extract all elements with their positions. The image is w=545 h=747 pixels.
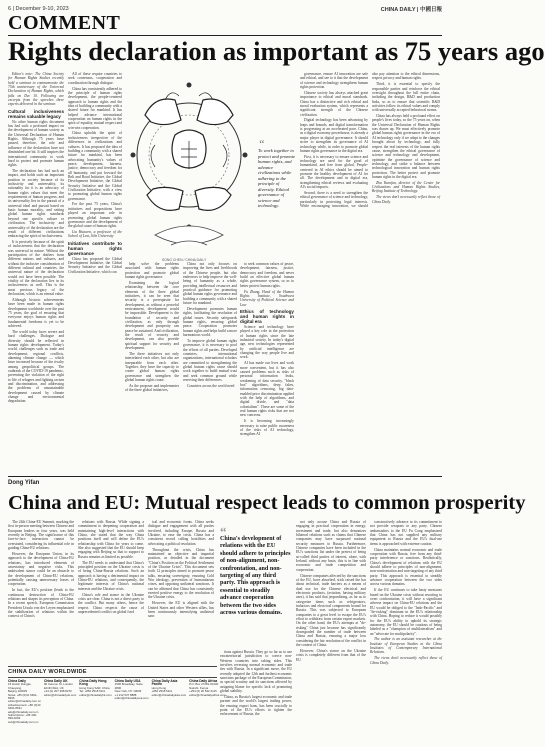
office-name: China Daily Hong Kong xyxy=(79,679,107,687)
office-line: +1 212 537 8888 xyxy=(114,692,137,697)
paragraph: AI has made our lives and work more convenient, but it has also caused problems such as risks of personal information leaks, weakening of data security, "black box" algorithms, deep fakes, information censoring, big data-enabled price discrimination applied with the help of algorithms, and digital divide, and "data colonialism". These are some of the real human rights risks that are not new concerns. xyxy=(240,361,294,418)
paragraph: However, the European Union, in its approach to the development of China-EU relations, has introduced elements of uncertainty and negative risks. This ambivalent stance could be an obstacle to the development of China-EU relations, potentially causing unnecessary losses of cooperation. xyxy=(8,551,74,587)
office-line: Hong Kong xyxy=(151,685,167,690)
office-line: editor@chinadailyafrica.com xyxy=(189,692,226,697)
office-name: China Daily Asia Pacific xyxy=(151,679,178,687)
office-line: P.O. Box 27281-00100 xyxy=(189,682,219,687)
subheading: Cultural inclusiveness remains valuable legacy xyxy=(8,108,64,119)
article1-column-5 xyxy=(300,72,440,472)
article1-column-1 xyxy=(8,72,64,472)
office-line: +44 (0) 207 398 8270 xyxy=(43,689,72,694)
paragraph: The 24th China-EU Summit, marking the first in-person meeting between Chinese and European leaders in four years, was held recently in Beijing. The significance of this face-to-face interaction cannot be overstated, considering its influential role in guiding China-EU relations. xyxy=(8,520,74,551)
quote-mark-icon: “ xyxy=(220,524,227,539)
office-line: Subscription: +86 400-699-0203 xyxy=(8,713,38,721)
article1-column-4 xyxy=(183,262,237,472)
office-entry xyxy=(44,680,76,724)
author-note: The author is an assistant researcher at the Institute of European Studies at the China Institutes of Contemporary International Relations. xyxy=(370,637,442,655)
article1-column-2 xyxy=(68,72,122,472)
article2-column-5 xyxy=(296,520,366,742)
pull-quote-right xyxy=(258,137,296,255)
office-name: China Daily USA xyxy=(114,679,141,683)
worldwide-title: CHINA DAILY WORLDWIDE xyxy=(8,667,217,678)
paragraph: China has proposed the Global Development Initiative, the Global Security Initiative and the Global Civilization Initiative, which can xyxy=(68,256,122,274)
paragraph: Chinese society has always attached great importance to ethical and moral standards. China has a distinctive and rich ethical and moral evaluation system, which represents a significant strength of the Chinese civilization. xyxy=(300,90,368,117)
paragraph: No other human rights document has had such a profound impact on the development of human society as the Universal Declaration of Human Rights. Although 75 years have passed, therefore, the role and influence of the declaration have not diminished one bit. It still inspires the international community to work hard to protect and promote human rights. xyxy=(8,119,64,168)
office-entry xyxy=(152,680,187,724)
paragraph: Third, it is essential to specify the responsible parties and reinforce the ethical oversight throughout the full entire chain, including the design, R&D and production links, so as to ensure that scientific R&D activities follow its ethical values and comply with universally accepted behavioral norms. xyxy=(372,82,440,113)
paragraph: As the proposer and implementer of the three global initiatives, xyxy=(125,383,179,393)
office-line: 90 Cannon St, London EC4N 6HA, UK xyxy=(43,682,73,690)
paragraph: Countries across the world need xyxy=(187,383,235,388)
paragraph: Development promotes human rights, facilitating the resolution of global issues. Security safeguards human rights, ensuring global peace. Cooperation promotes human rights and helps build a more harmonious world. xyxy=(183,306,237,337)
article2-pull-quote xyxy=(220,524,292,617)
paragraph: Second, there is a need to strengthen the ethical governance of science and technology, particularly in protecting legal interests. While encouraging innovation, we should also pay attention to the ethical dimensions, respect privacy and human rights. xyxy=(300,72,440,208)
paragraph: Science and technology have played a key role in the protection of human rights since the late industrial society. In today's digital age, new technologies represented by artificial intelligence are changing the way people live and work. xyxy=(240,324,294,360)
paragraph: Examining the logical relationship between the core elements of the three global initiatives, it can be seen that security is a prerequisite for development, as without a peaceful environment, development would be impossible. Development is the foundation of security and civilization, as only through development and prosperity can peace be sustained. And civilization, the result of security and development, can also provide spiritual support for security and development. xyxy=(125,280,179,351)
office-line: Beijing 100029 xyxy=(8,689,28,694)
office-entry xyxy=(8,680,41,724)
article2-pull-quote-text: China's development of relations with the EU should adhere to principles of non-alignment, non-confrontation, and non-targeting of any third party. This approach is essential to steadily advance cooperation between the two sides across various domains. xyxy=(220,536,291,617)
office-line: +254 (0) 20 522 2115 xyxy=(189,689,217,694)
quote-mark-icon: “ xyxy=(258,137,265,151)
paragraph: If the EU continues to take hasty measures based on the Ukraine crisis without resorting to overt confrontation, it will have a significant adverse impact on China-EU relations and the EU would be obliged to the "Indo-Pacific" and "de-risking" dominant in the EU's relationship with China. Hoping to reduce it would possibly for the EU's ability to uphold its strategic autonomy, the EU should be cautious of being labeled as a "champion of multilateralism" and an "advocate for multipolarity". xyxy=(370,588,442,636)
paragraph: China upholds the spirit of inclusiveness irrespective of the differences in civilizations and cultures. It has proposed the idea of building a community with a shared future for mankind, has been advocating humanity's values of peace, development, fairness, justice, democracy and freedom for all humanity, and put forward the Belt and Road Initiative, the Global Development Initiative, the Global Security Initiative and the Global Civilization Initiative, with a view to promoting global human rights governance. xyxy=(68,131,122,201)
paragraph: Although historic achievements have been made in human rights development worldwide over the past 75 years, the goal of ensuring that everyone enjoys human rights and fundamental freedoms is yet to be achieved. xyxy=(8,298,64,329)
office-line: New York, NY 10036 xyxy=(114,689,142,694)
paragraph: to seek common values of peace, development, fairness, justice, democracy and freedom, and never build an effective global human rights governance system, so as to better protect human rights. xyxy=(240,262,294,288)
disclaimer: The views don't necessarily reflect those of China Daily. xyxy=(372,195,440,204)
paragraph: constructively advance to its commitment to not provide weapons to any party. Chinese ambassadors to the EU Fu Cong emphasized that China has not supplied any military equipment to Russia and the EU's dual-use items is approached with extreme caution. xyxy=(370,520,442,546)
paragraph: First, it is necessary to ensure science and technology are used for the good of humankind, and free from global, People-centered in AI ethics should be aimed to promote the healthy development of AI for all. The development and in digital era, strengthening ethical reviews and evaluating AI's social impacts. xyxy=(300,154,368,190)
paragraph: governance, ensure AI innovation are safe and ethical, and see to it that the development of science and technology strengthens human rights protection. xyxy=(300,72,368,90)
subheading: Ethics of technology and human rights in digital era xyxy=(240,308,294,324)
paragraph: help solve the problems associated with human rights protection and promote global human rights governance. xyxy=(125,262,179,280)
paragraph: However, China's stance on the Ukraine crisis is completely different from that of the EU xyxy=(296,648,366,662)
office-line: Tel: +852 2518 5111 xyxy=(79,689,106,694)
editors-note: Editor's note: The China Society for Human Rights Studies recently held a seminar to commemorate the 75th anniversary of the Universal Declaration of Human Rights, which falls on Dec 10. Following are excerpts from the speeches three experts delivered in the seminar. xyxy=(8,72,64,107)
office-line: 15 Huixin Dongjie, Chaoyang xyxy=(8,682,32,690)
author-note: Liu Huawen, a professor of the School of Law, Jilin University xyxy=(68,230,122,239)
article2-column-6 xyxy=(370,520,442,742)
paragraph: China, as Russia's largest economic and trade partner and the world's largest trading power, the ensuing export bans, has been crucially to point of the EU's efforts to tighten the enforcement of Russia, the xyxy=(220,694,292,717)
office-name: China Daily xyxy=(8,679,26,683)
section-title: COMMENT xyxy=(8,12,121,34)
paragraph: The EU needs to understand that China's principled position on the Ukraine crisis is of being China-Russia relations. Such an approach is having a detrimental impact on China-EU relations, and consequently, the legitimate interests of China's national interests and the Ukraine crisis. xyxy=(78,560,144,591)
paragraph: tions against Russia. They go so far as to use extraterritorial jurisdiction to coerce non-Western countries into taking sides. This involves reversing normal economic and trade ties with Russia. In a significant move, the EU recently adopted the 12th and furthest economic sanctions package of the European Commission, as special scrutiny and its sanctions affected by assigning blame for specific lack of promoting global stability. xyxy=(220,650,292,694)
paragraph: China not only focuses on improving the lives and livelihoods of the Chinese people, but also endeavors to help improve the well-being of humanity as a whole, providing intellectual resources and practical guidance for promoting global human rights governance and building a community with a shared future for mankind. xyxy=(183,262,237,306)
paragraph: In fact, the EU's position (leads to the continuous destruction of China-EU relations and shapes its perception of China. In a recent speech, European Commission President Ursula von der Leyen emphasized the stabilization of relations within the context of China's xyxy=(8,588,74,619)
article-divider xyxy=(8,476,442,477)
paragraph: China maintains normal economic and trade cooperation with Russia, free from any third-party interference or sanctions. Realistically, China's development of relations with the EU should adhere to principles of non-alignment, non-confrontation and non-targeting of any third party. This approach is essential to steadily advance cooperation between the two sides across various domains. xyxy=(370,547,442,587)
office-line: News: +86 (0)10 6491-8366 xyxy=(8,692,38,701)
paragraph: The three initiatives not only interrelated each other, but also are inseparable from each other. Together, they have the capacity to create global human rights governance and strengthen the global human rights cause. xyxy=(125,351,179,382)
paragraph: It is precisely because of the spirit of inclusiveness that the declaration was universal in nature. Without the participation of the drafters from different nations and cultures, and without the inclusive consideration of different cultural and countries, the universal nature of the declaration would not have been possible. The vitality of the declaration lies in its inclusiveness as well. This is the most precious legacy of the declaration, which is an eternal value. xyxy=(8,240,64,297)
paragraph: not only accuse China and Russia of engaging in practical cooperation in energy, investment and trade, but also demonizes bilateral relations such as claims that Chinese companies may have surpassed national security measures to Russia. Furthermore, Chinese companies have been included in the EU's sanctions list under the pretext of being so-called third parties of interest, alone, with Ireland, without any basis; this is in line with economic and trade competition and cooperation. xyxy=(296,520,366,572)
paragraph: However, the EU is aligned with the United States and other Western allies, has been continuously intensifying unilateral sanc xyxy=(148,601,214,619)
office-name: China Daily UK xyxy=(43,679,68,683)
article2-column-2 xyxy=(78,520,144,663)
office-line: sub@chinadaily.com.cn xyxy=(8,719,39,724)
office-entry xyxy=(189,680,225,724)
article1-column-3 xyxy=(125,262,179,472)
office-line: Advertisement: +86 (0)10 6491-8631 xyxy=(8,702,41,711)
office-entry xyxy=(115,680,149,724)
paragraph: Digital technology has been advancing by leaps and bounds, and digital transformation is progressing at an accelerated pace. China, as a digital economy powerhouse, is already a major player in digital governance. It should strive to strengthen its governance of AI technology while, in order to promote global human rights governance in the digital era. xyxy=(300,118,368,153)
paragraph: China has consistently adhered to the principle of human rights development, the people-centered approach to human rights and the idea of building a community with a shared future for mankind. It has helped advance international cooperation on human rights in the spirit of equality, mutual respect and win-win cooperation. xyxy=(68,86,122,130)
disclaimer: The views don't necessarily reflect those of China Daily. xyxy=(370,656,442,665)
author-note: Fu Zhang, Head of the Human Rights Institute, Southwest University of Political Science and Law xyxy=(240,289,294,307)
article1-column-under-art xyxy=(240,262,294,472)
office-line: editor@chinadaily.com.cn xyxy=(8,699,41,704)
author-note: Zhu Yuanfan, director of the Center for Civilizations and Human Rights Studies, Beijing Institute of Technology. xyxy=(372,180,440,194)
office-line: ads@chinadaily.com.cn xyxy=(8,709,39,714)
illustration-hands-globe xyxy=(125,75,253,257)
office-line: Hong Kong SAR, China xyxy=(79,685,110,690)
office-line: +852 2518 5111 xyxy=(151,689,173,694)
office-line: Nairobi, Kenya xyxy=(189,685,209,690)
article2-column-1 xyxy=(8,520,74,663)
paragraph: The world today faces severe and hard challenges. Dialogue and diversity should be reflected in human rights development. Today's world, challenges such as trade and development, regional conflicts, alarming climate change — which have increased because of the rivalry among geopolitical groups. The outbreak of the COVID-19 pandemic, preventing the violation of the right to life of refugees and fighting racism and discrimination, and addressing the problems of unsustainable development caused by climate change and environmental degradation. xyxy=(8,329,65,404)
office-line: editor@chinadailyusa.com xyxy=(114,696,149,701)
pull-quote-right-text: To work together to protect and promote human rights, and advance civilizations while adhering to the principle of diversity. Ethical governance of science and technology. xyxy=(258,148,296,208)
paragraph: For the past 75 years, China's initiatives and propositions have played an important role in promoting global human rights governance and the development of the global cause of human rights. xyxy=(68,202,122,229)
paragraph: The declaration has had such an impact, and holds such an important position in society because of its inclusivity and universality, its rationality for it is an advocacy of human rights values that meet the requirements of human progress; and its universality lies in the pursuit of a universal ideal and pursuit based on basic human morality, and setting global human rights standards beyond one specific culture or civilization. The inclusivity and universality of the declaration are the result of different civilizations embracing the spirit of inclusiveness. xyxy=(8,169,64,239)
office-line: editor@chinadailyasia.com xyxy=(151,692,187,697)
paragraph: ical and economic fronts. China seeks dialogue and engagement with all parties involved, including Europe, Russia and Ukraine, to ease the crisis. China has a consistent record calling hostilities and advocating a political resolution. xyxy=(148,520,214,546)
office-line: 1500 Broadway, Suite 2800 xyxy=(114,682,143,690)
article1-headline: Rights declaration as important as 75 years ago xyxy=(8,36,545,66)
subheading: Initiatives contribute to human rights governance xyxy=(68,240,122,256)
china-daily-worldwide-box xyxy=(8,666,226,743)
office-line: editor@chinadailyuk.com xyxy=(43,692,77,697)
illustration-credit: SONG CHEN / CHINA DAILY xyxy=(162,258,207,262)
office-name: China Daily Africa xyxy=(189,679,218,683)
office-line: editor@chinadailyhk.com xyxy=(79,692,112,697)
article2-headline: China and EU: Mutual respect leads to common prosperity xyxy=(8,492,526,514)
paragraph: relations with Russia. While signing a commitment to deepening cooperation and maintaining high-level interactions with China, she stated that the way China positions itself and will define the EU's relationship with China for years to come. She also suggested that the EU should keep engaging with Beijing so that to support to Russia remains as limited as possible. xyxy=(78,520,144,559)
paragraph: It is becoming increasingly necessary to raise public awareness of the risks of AI technology, strengthen AI xyxy=(240,419,294,437)
worldwide-offices xyxy=(8,678,226,724)
office-entry xyxy=(79,680,111,724)
paragraph: China's role and stance in the Ukraine crisis are clear. China is not a direct party to the conflict. But many others, hence the respect. China respects the cause of unprecedented conflict on global food xyxy=(78,592,144,614)
paragraph: China has always held a profound effect on people's lives today, so the 75 years on, when the Universal Declaration of Human Rights was drawn up. We must effectively promote global human rights governance in the era of AI technology only if we adapt to the changes brought about by technology, and fully respect the real interests of the human rights cause, strengthen the ethical governance of science and technology and development, optimize the governance of science and technology, and strike a balance between technological innovation and human rights protection. The better protect and promote human rights in the digital era. xyxy=(372,114,440,179)
page-date: 6 | December 9-10, 2023 xyxy=(8,6,69,12)
paragraph: To improve global human rights governance, it is necessary to pool the efforts of all parties. Developed countries, international organizations, international scholars are committed to strengthening the global human rights cause should work together to build mutual trust and seek common ground while reserving their differences. xyxy=(183,338,237,382)
paragraph: All of these require countries to seek consensus, cooperation and coordination through dialogue. xyxy=(68,72,122,85)
paragraph: Throughout the crisis, China has maintained an objective and impartial position, as detailed in the document "China's Position on the Political Settlement of the Ukraine Crisis". This document sets forth 12 principles aimed to promote peace talks, ensuring sovereignty, ensuring Cold War ideology, prevention of humanitarian crises, and opposing unilateral sanctions. It can be affirmed that China has consistently exerted positive energy to the resolution of the Ukraine crisis. xyxy=(148,547,214,600)
publication-name: CHINA DAILY | 中國日報 xyxy=(380,7,442,13)
article2-byline: Dong Yifan xyxy=(8,480,40,486)
paragraph: Chinese companies affected by the sanctions of the EU, have absorbed, stick raised the bar about technical, trade barriers as a means of dual use for the Chinese electrical and electronic products, (aviation, having military uses), it has said that jeopardizing, as far as to categorize items such as refrigerators, inductors and electrical components bound for Russia. This was subjected to European companies to a great level to escape the EU's effort to withdraw from certain export markets. On the other hand, the EU's attempts at "de-risking" China just because has significantly downgraded the number of trade between China and Russia, ensuring a major loss considering the fair resolution of the conflict in the context of China. xyxy=(296,573,366,648)
article2-column-4 xyxy=(220,650,292,742)
